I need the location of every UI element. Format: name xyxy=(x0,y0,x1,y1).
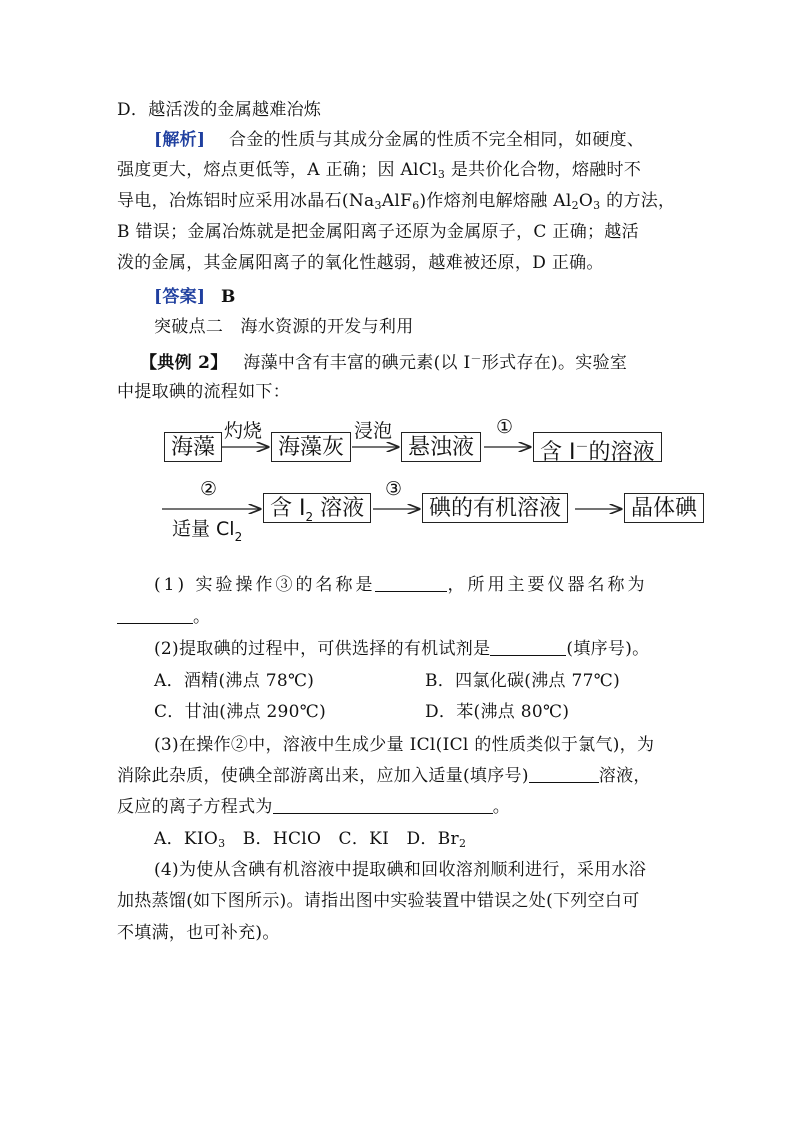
arrow-label-soak xyxy=(354,416,392,443)
question-3-options-rest[interactable]: B．HClO C．KI D．Br xyxy=(225,829,459,849)
question-4-text-1: (4)为使从含碘有机溶液中提取碘和回收溶剂顺利进行，采用水浴 xyxy=(154,860,647,880)
superscript: － xyxy=(575,440,589,455)
analysis-line-1 xyxy=(154,127,714,153)
flow-box-organic-text: 碘的有机溶液 xyxy=(429,496,562,521)
flow-box-iodine-solution xyxy=(263,493,371,523)
example-text-1a: 海藻中含有丰富的碘元素(以 I xyxy=(243,353,471,373)
question-3-options xyxy=(154,826,714,857)
subscript: 2 xyxy=(305,510,314,524)
arrow-label-step1 xyxy=(496,416,513,438)
arrow-label-step2 xyxy=(200,478,217,500)
example-line-1 xyxy=(140,346,700,376)
answer-blank[interactable] xyxy=(490,637,566,656)
question-3-text-3a: 反应的离子方程式为 xyxy=(117,797,273,817)
analysis-text-2a: 强度更大，熔点更低等，A 正确；因 AlCl xyxy=(117,160,438,180)
analysis-line-2 xyxy=(117,157,677,188)
flow-box-ash xyxy=(271,432,351,462)
answer-blank[interactable] xyxy=(529,764,599,783)
flow-box-suspension xyxy=(401,432,481,462)
subscript: 2 xyxy=(571,199,579,212)
arrow-label-soak-text: 浸泡 xyxy=(354,420,393,442)
question-3-text-2b: 溶液， xyxy=(598,766,651,786)
question-4-line-3 xyxy=(117,920,677,946)
analysis-tag: [解析] xyxy=(154,130,206,150)
question-3-line-1 xyxy=(154,732,714,758)
question-3-text-2a: 消除此杂质，使碘全部游离出来，应加入适量(填序号) xyxy=(117,766,529,786)
option-a[interactable]: A．酒精(沸点 78℃) xyxy=(154,671,315,691)
subscript: 6 xyxy=(412,199,420,212)
question-2-options-row-1 xyxy=(154,668,714,694)
flow-box-seaweed-text: 海藻 xyxy=(171,435,216,460)
subscript: 3 xyxy=(437,168,446,181)
example-text-1b: 形式存在)。实验室 xyxy=(481,353,628,373)
subscript: 3 xyxy=(593,199,601,212)
subscript: 2 xyxy=(234,530,243,544)
flow-box-suspension-text: 悬浊液 xyxy=(408,435,475,460)
question-3-text-3b: 。 xyxy=(492,797,511,817)
question-3-option-a[interactable]: A．KIO xyxy=(154,829,219,849)
analysis-text-3a: 导电，冶炼铝时应采用冰晶石(Na xyxy=(117,191,375,211)
option-d-text: D．越活泼的金属越难冶炼 xyxy=(117,100,322,120)
section-title xyxy=(154,314,714,340)
section-title-text: 突破点二 海水资源的开发与利用 xyxy=(154,317,414,337)
question-4-text-2: 加热蒸馏(如下图所示)。请指出图中实验装置中错误之处(下列空白可 xyxy=(117,891,640,911)
arrow-label-step3 xyxy=(385,478,402,500)
analysis-text-3d: O xyxy=(578,191,594,211)
flow-box-organic-solution xyxy=(422,493,568,523)
answer-blank[interactable] xyxy=(273,795,493,814)
question-1-line-1 xyxy=(154,572,714,598)
arrow-label-step1-text: ① xyxy=(496,416,514,438)
arrow-label-chlorine xyxy=(172,514,242,544)
analysis-text-3b: AlF xyxy=(381,191,413,211)
flow-box-iodide-solution xyxy=(533,432,662,465)
analysis-line-3 xyxy=(117,188,677,219)
analysis-line-4 xyxy=(117,219,677,245)
question-2-text-a: (2)提取碘的过程中，可供选择的有机试剂是 xyxy=(154,639,491,659)
option-d-choice[interactable]: D．苯(沸点 80℃) xyxy=(425,702,570,722)
arrow-label-chlorine-text: 适量 Cl xyxy=(172,518,235,540)
question-3-text-1: (3)在操作②中，溶液中生成少量 ICl(ICl 的性质类似于氯气)，为 xyxy=(154,735,655,755)
flow-box-ash-text: 海藻灰 xyxy=(278,435,345,460)
subscript: 3 xyxy=(218,837,226,850)
answer-tag: [答案] xyxy=(154,287,206,307)
option-d xyxy=(117,97,677,123)
arrow-label-burn xyxy=(224,416,262,443)
example-line-2 xyxy=(117,379,677,405)
subscript: 3 xyxy=(374,199,382,212)
question-4-text-3: 不填满，也可补充)。 xyxy=(117,923,280,943)
answer-line xyxy=(154,284,714,310)
question-1-text-a: (1) 实验操作③的名称是 xyxy=(154,575,376,595)
answer-value: B xyxy=(221,287,236,307)
analysis-text-4: B 错误；金属冶炼就是把金属阳离子还原为金属原子，C 正确；越活 xyxy=(117,222,639,242)
flow-box-iodine-text-b: 溶液 xyxy=(313,496,365,521)
question-2-text-b: (填序号)。 xyxy=(566,639,650,659)
question-3-line-2 xyxy=(117,763,677,789)
question-2 xyxy=(154,636,714,662)
flow-box-iodide-text-b: 的溶液 xyxy=(588,440,655,465)
example-text-2: 中提取碘的流程如下： xyxy=(117,382,290,402)
question-2-options-row-2 xyxy=(154,699,714,725)
question-1-line-2 xyxy=(117,604,677,630)
flow-box-crystal-text: 晶体碘 xyxy=(631,496,698,521)
flow-box-iodide-text-a: 含 I xyxy=(540,440,576,465)
analysis-text-5: 泼的金属，其金属阳离子的氧化性越弱，越难被还原，D 正确。 xyxy=(117,253,604,273)
flow-box-seaweed xyxy=(164,432,222,462)
flow-box-iodine-text-a: 含 I xyxy=(270,496,306,521)
arrow-label-burn-text: 灼烧 xyxy=(224,420,263,442)
superscript: － xyxy=(470,352,482,365)
analysis-text-3c: )作熔剂电解熔融 Al xyxy=(419,191,572,211)
answer-blank[interactable] xyxy=(375,573,447,592)
option-b[interactable]: B．四氯化碳(沸点 77℃) xyxy=(425,671,621,691)
question-4-line-1 xyxy=(154,857,714,883)
example-tag: 【典例 2】 xyxy=(140,353,228,373)
arrow-label-step2-text: ② xyxy=(200,478,218,500)
arrow-label-step3-text: ③ xyxy=(385,478,403,500)
analysis-text-2b: 是共价化合物，熔融时不 xyxy=(445,160,642,180)
analysis-text-3e: 的方法， xyxy=(600,191,676,211)
subscript: 2 xyxy=(458,837,467,850)
flow-box-crystal-iodine xyxy=(624,493,704,523)
answer-blank[interactable] xyxy=(117,605,193,624)
question-3-line-3 xyxy=(117,794,677,820)
question-4-line-2 xyxy=(117,888,677,914)
analysis-line-5 xyxy=(117,250,677,276)
question-1-text-c: 。 xyxy=(193,607,211,627)
question-1-text-b: ，所用主要仪器名称为 xyxy=(447,575,648,595)
option-c[interactable]: C．甘油(沸点 290℃) xyxy=(154,702,327,722)
analysis-text-1: 合金的性质与其成分金属的性质不完全相同，如硬度、 xyxy=(229,130,645,150)
